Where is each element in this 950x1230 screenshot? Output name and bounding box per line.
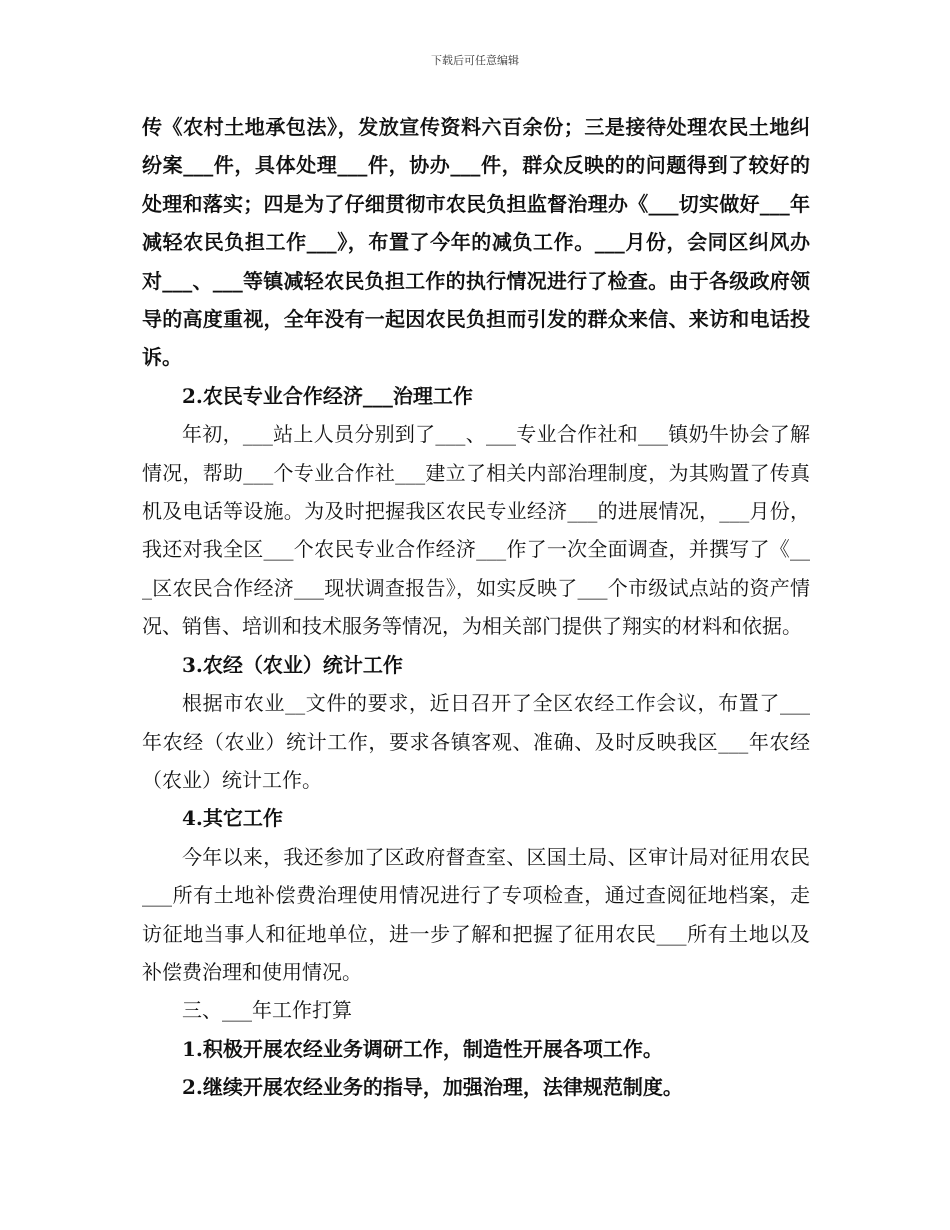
section-heading-plan: 三、___年工作打算: [182, 998, 352, 1023]
heading-cooperative-economy: 2.农民专业合作经济___治理工作: [182, 383, 473, 408]
plan-item-2: 2.继续开展农经业务的指导，加强治理，法律规范制度。: [182, 1075, 683, 1100]
heading-statistics: 3.农经（农业）统计工作: [182, 652, 403, 677]
plan-item-1: 1.积极开展农经业务调研工作，制造性开展各项工作。: [182, 1036, 663, 1061]
page-header-note: 下载后可任意编辑: [431, 54, 519, 67]
heading-other-work: 4.其它工作: [182, 806, 283, 831]
paragraph-other-work: 今年以来，我还参加了区政府督查室、区国土局、区审计局对征用农民___所有土地补偿费治理使用情况进行了专项检查，通过查阅征地档案，走访征地当事人和征地单位，进一步了解和把握了征用农民___所有土地以及补偿费治理和使用情况。: [142, 844, 810, 984]
document-body: [142, 108, 810, 1107]
paragraph-farmer-burden: 传《农村土地承包法》，发放宣传资料六百余份；三是接待处理农民土地纠纷案___件，具体处理___件，协办___件，群众反映的的问题得到了较好的处理和落实；四是为了仔细贯彻市农民负担监督治理办《___切实做好___年减轻农民负担工作___》，布置了今年的减负工作。___月份，会同区纠风办对___、___等镇减轻农民负担工作的执行情况进行了检查。由于各级政府领导的高度重视，全年没有一起因农民负担而引发的群众来信、来访和电话投诉。: [142, 115, 810, 370]
paragraph-statistics: 根据市农业__文件的要求，近日召开了全区农经工作会议，布置了___年农经（农业）统计工作，要求各镇客观、准确、及时反映我区___年农经（农业）统计工作。: [142, 691, 810, 792]
paragraph-cooperative-economy: 年初，___站上人员分别到了___、___专业合作社和___镇奶牛协会了解情况，帮助___个专业合作社___建立了相关内部治理制度，为其购置了传真机及电话等设施。为及时把握我区农民专业经济___的进展情况，___月份，我还对我全区___个农民专业合作经济___作了一次全面调查，并撰写了《___区农民合作经济___现状调查报告》，如实反映了___个市级试点站的资产情况、销售、培训和技术服务等情况，为相关部门提供了翔实的材料和依据。: [142, 422, 810, 639]
